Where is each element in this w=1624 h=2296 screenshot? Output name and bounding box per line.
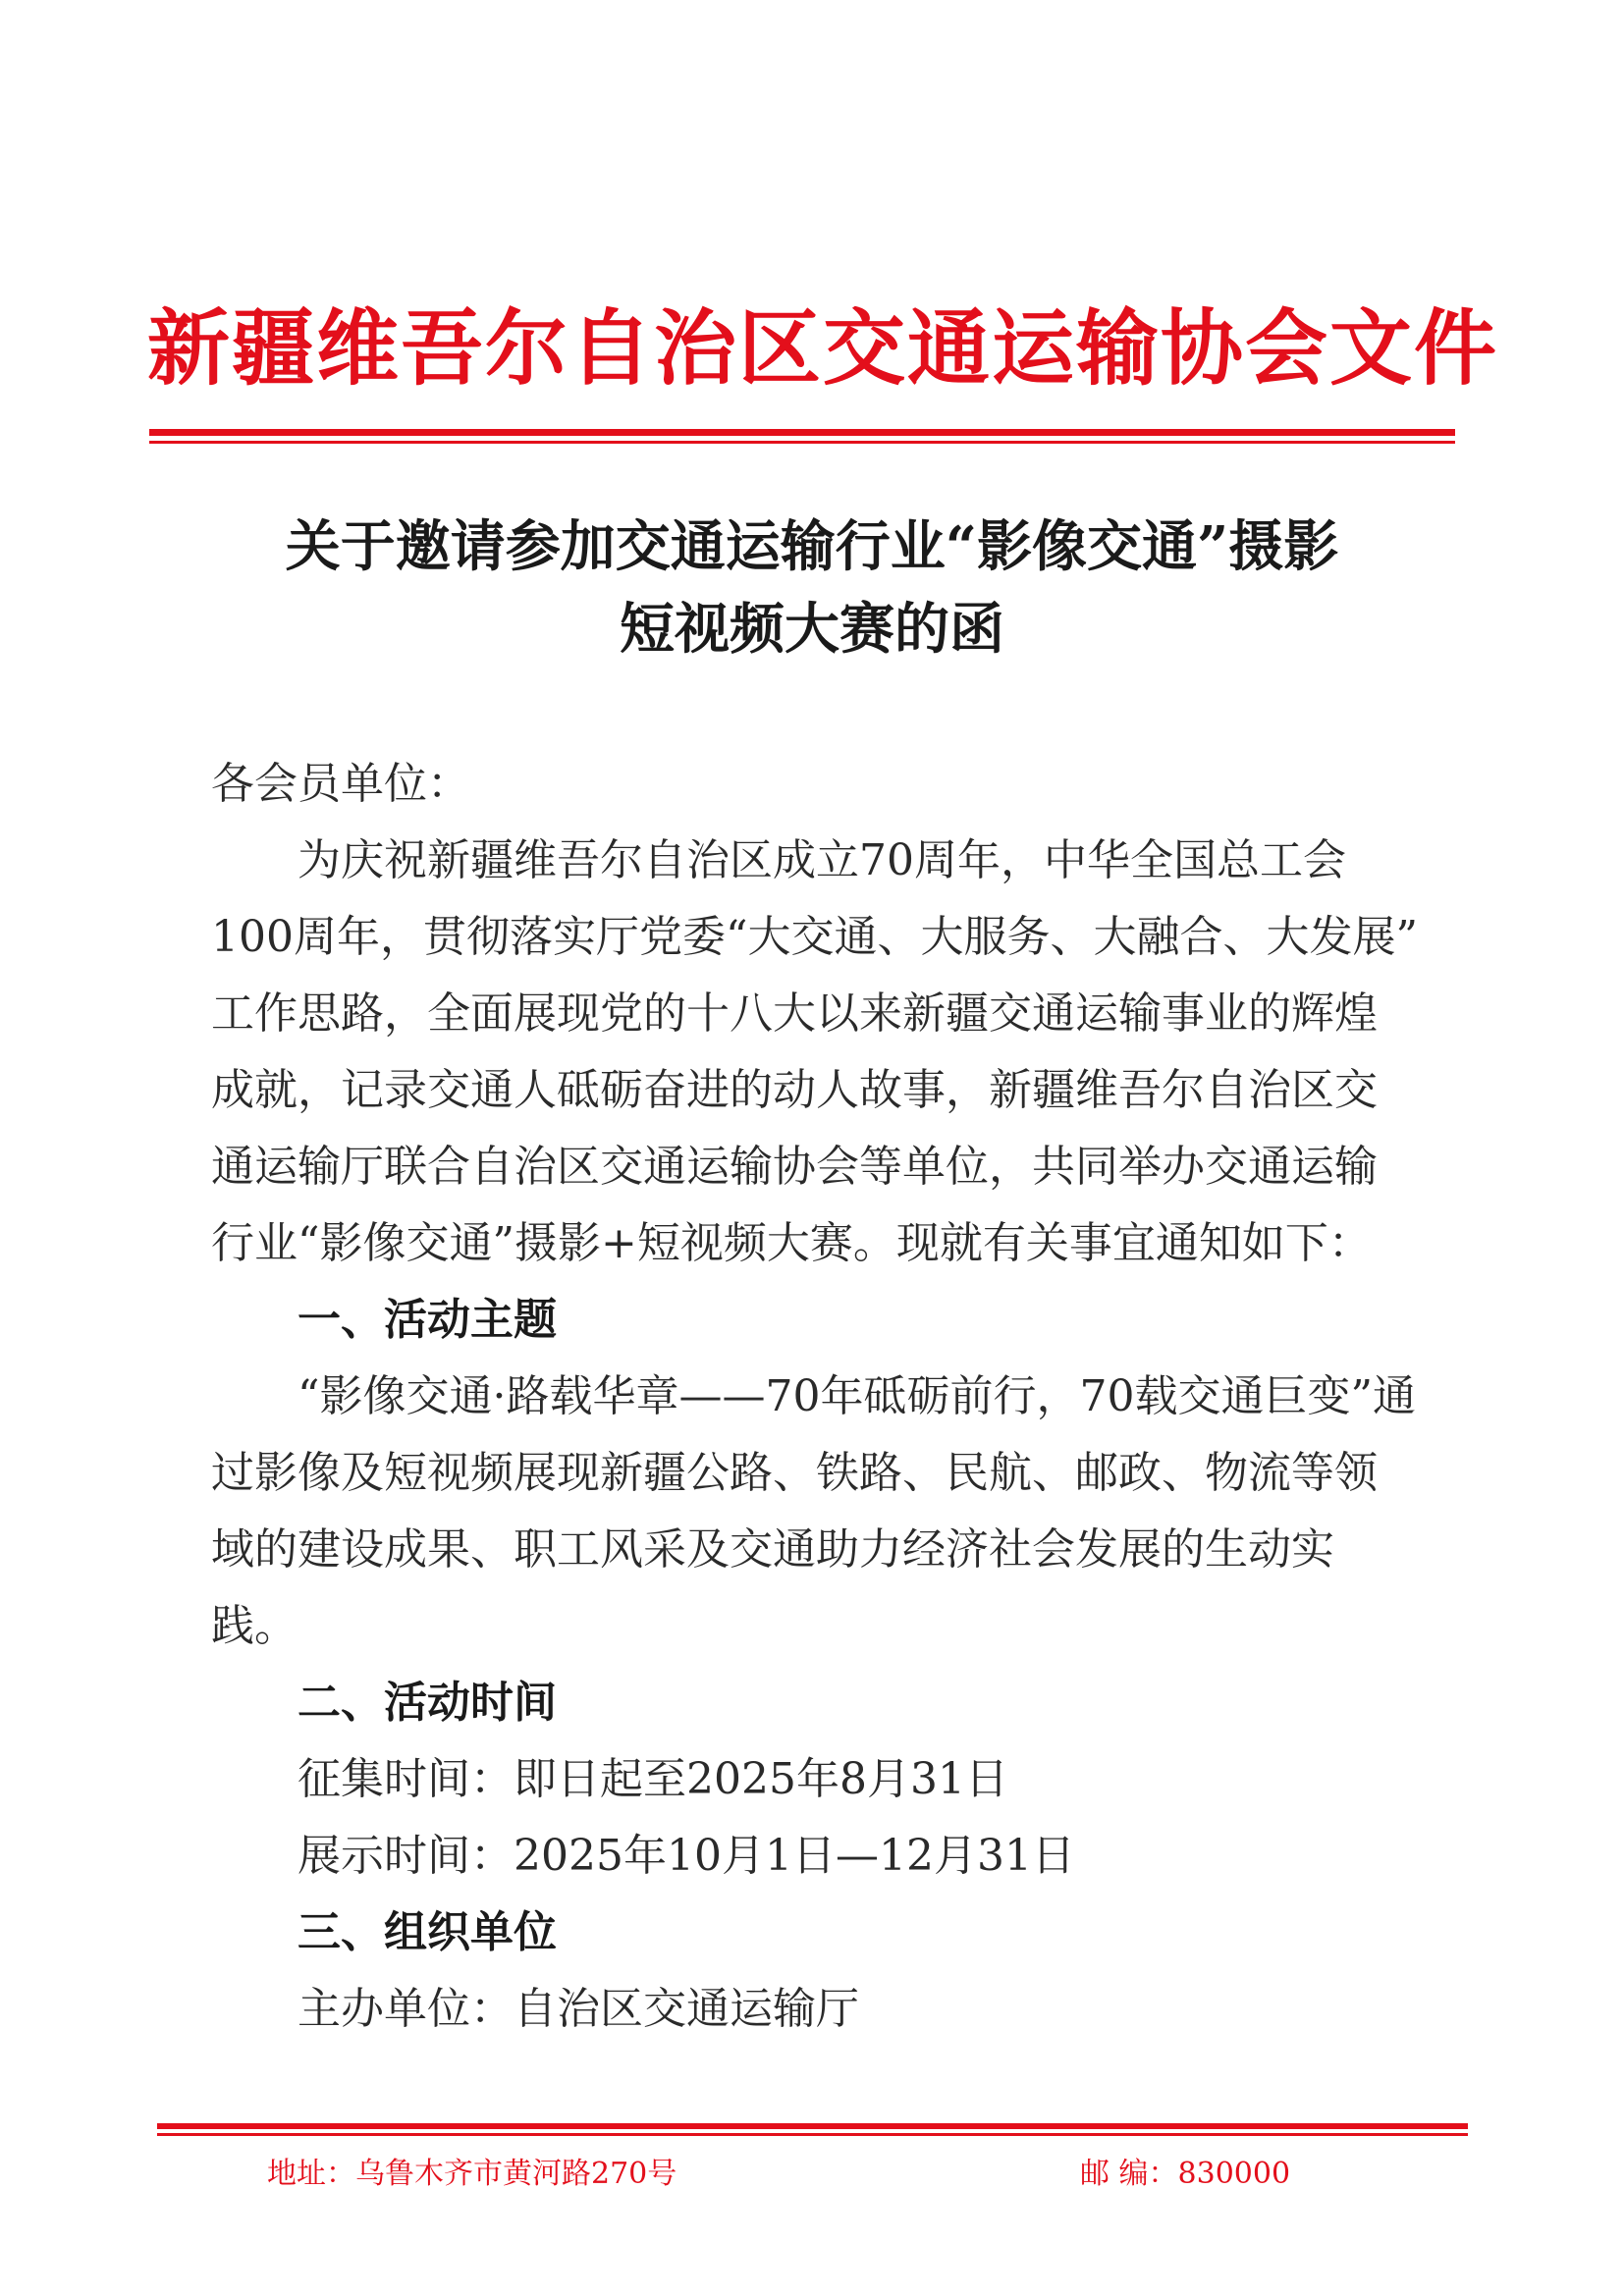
section-3-heading: 三、组织单位	[298, 1907, 557, 1957]
intro-line-2: 100周年，贯彻落实厅党委“大交通、大服务、大融合、大发展”	[211, 912, 1418, 962]
display-time: 展示时间：2025年10月1日—12月31日	[298, 1831, 1075, 1881]
document-title-line-1: 关于邀请参加交通运输行业“影像交通”摄影	[285, 514, 1339, 579]
section-2-heading: 二、活动时间	[298, 1678, 557, 1728]
document-body	[211, 746, 1429, 2048]
intro-line-6: 行业“影像交通”摄影+短视频大赛。现就有关事宜通知如下：	[211, 1218, 1372, 1268]
header-rule-thick	[149, 429, 1455, 436]
collection-time: 征集时间：即日起至2025年8月31日	[298, 1754, 1008, 1804]
footer-rule-thin	[157, 2133, 1468, 2136]
header-rule-thin	[149, 441, 1455, 444]
salutation: 各会员单位：	[211, 759, 470, 809]
intro-line-3: 工作思路，全面展现党的十八大以来新疆交通运输事业的辉煌	[211, 988, 1378, 1039]
section-1-line-3: 域的建设成果、职工风采及交通助力经济社会发展的生动实	[211, 1524, 1334, 1575]
intro-line-1: 为庆祝新疆维吾尔自治区成立70周年，中华全国总工会	[298, 835, 1346, 885]
section-1-line-2: 过影像及短视频展现新疆公路、铁路、民航、邮政、物流等领	[211, 1448, 1378, 1498]
host-organization: 主办单位：自治区交通运输厅	[298, 1984, 859, 2034]
document-title	[147, 506, 1477, 670]
section-1-line-1: “影像交通·路载华章——70年砥砺前行，70载交通巨变”通	[298, 1371, 1416, 1421]
org-header-title: 新疆维吾尔自治区交通运输协会文件	[147, 300, 1499, 397]
footer-rule-thick	[157, 2123, 1468, 2129]
section-1-line-4: 践。	[211, 1601, 298, 1651]
document-title-line-2: 短视频大赛的函	[620, 597, 1004, 662]
section-1-heading: 一、活动主题	[298, 1295, 557, 1345]
footer-address: 地址：乌鲁木齐市黄河路270号	[267, 2157, 677, 2191]
footer-postcode: 邮 编：830000	[1080, 2157, 1291, 2191]
intro-line-4: 成就，记录交通人砥砺奋进的动人故事，新疆维吾尔自治区交	[211, 1065, 1378, 1115]
intro-line-5: 通运输厅联合自治区交通运输协会等单位，共同举办交通运输	[211, 1142, 1378, 1192]
